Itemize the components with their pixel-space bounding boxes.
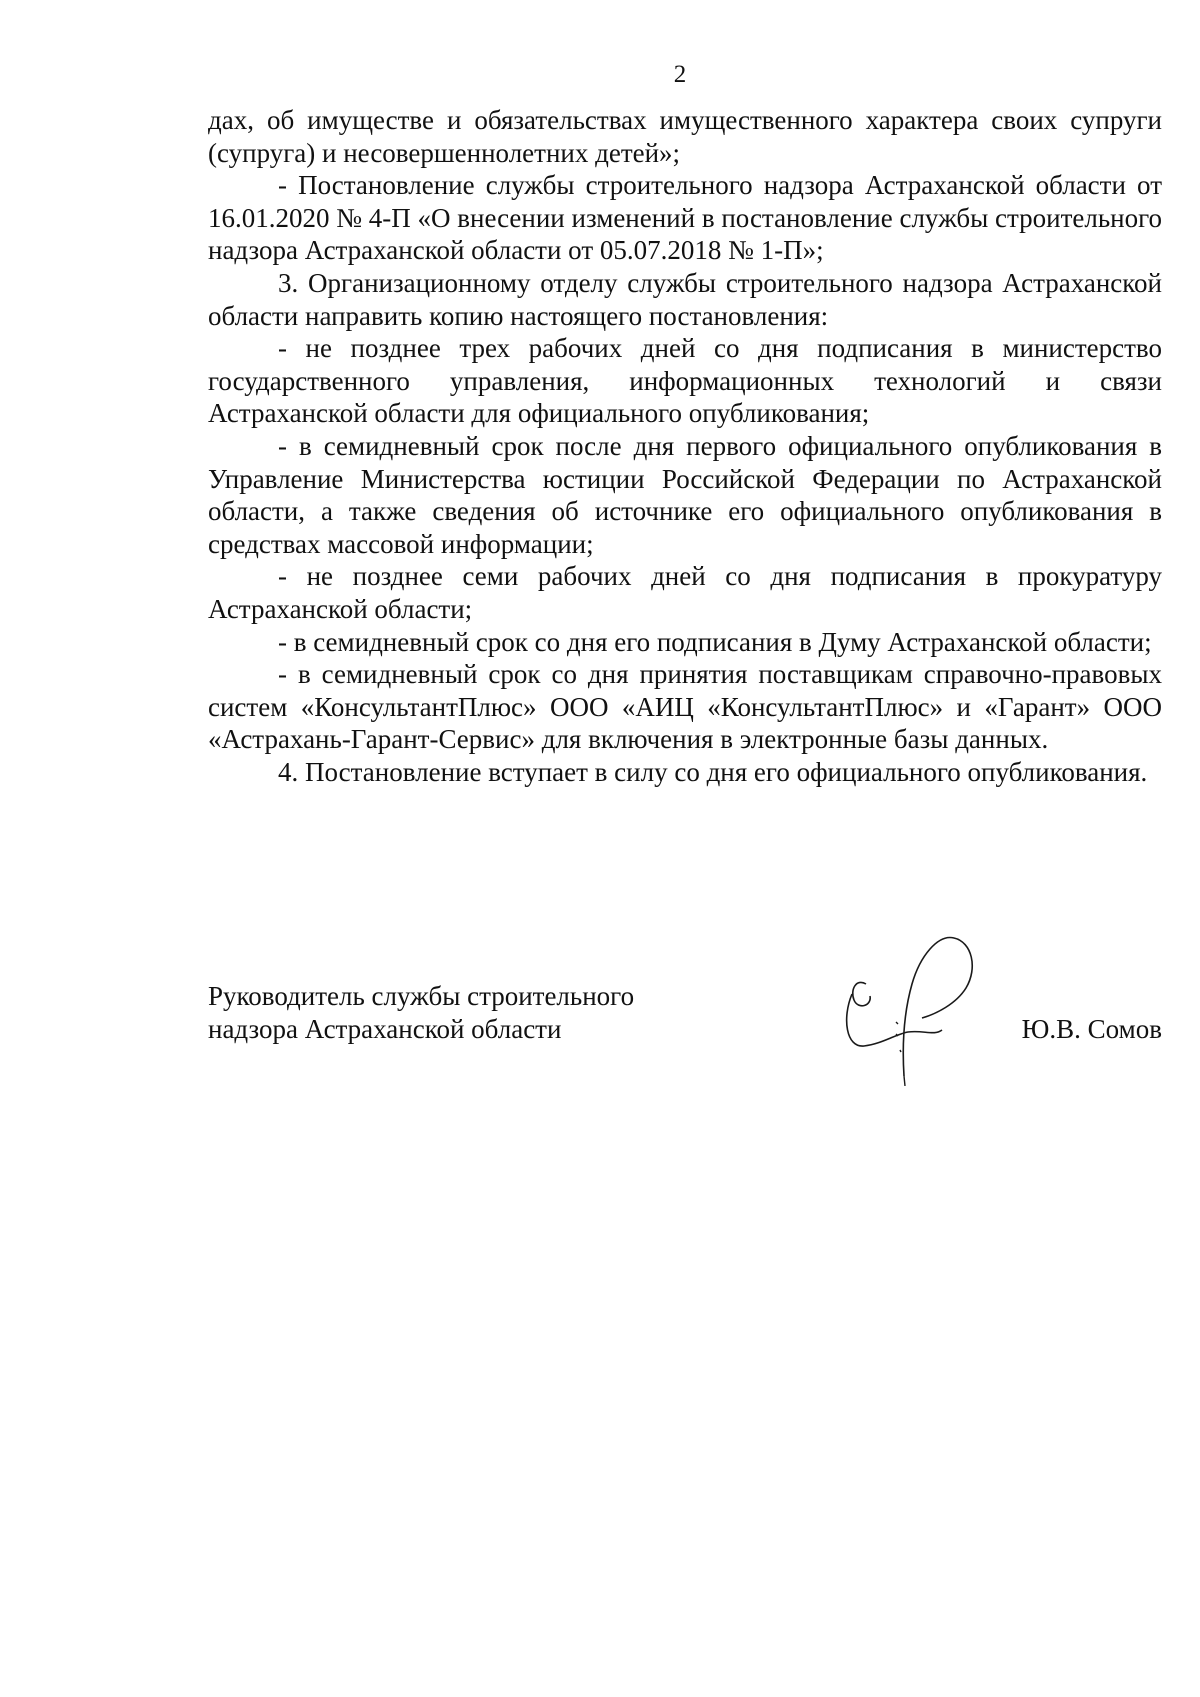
paragraph-bullet-prosecutor: - не позднее семи рабочих дней со дня подписания в прокуратуру Астраханской области;	[208, 561, 1162, 624]
paragraph-item-4: 4. Постановление вступает в силу со дня его официального опубликования.	[278, 756, 1148, 787]
paragraph-bullet-duma: - в семидневный срок со дня его подписания в Думу Астраханской области;	[278, 626, 1152, 657]
signer-title	[208, 980, 634, 1046]
paragraph-bullet-ministry: - не позднее трех рабочих дней со дня подписания в министерство государственного управления, информационных технологий и связи Астраханской области для официального опубликования;	[208, 333, 1162, 429]
handwritten-signature	[838, 926, 1008, 1086]
paragraph-item-3: 3. Организационному отделу службы строительного надзора Астраханской области направить копию настоящего постановления:	[208, 267, 1162, 331]
paragraph-bullet-justice: - в семидневный срок после дня первого официального опубликования в Управление Министерства юстиции Российской Федерации по Астраханской области, а также сведения об источнике его официального опубликования в средствах массовой информации;	[208, 430, 1162, 559]
document-body	[208, 104, 1162, 788]
paragraph-bullet-legal-systems: - в семидневный срок со дня принятия поставщикам справочно-правовых систем «КонсультантПлюс» ООО «АИЦ «КонсультантПлюс» и «Гарант» ООО «Астрахань-Гарант-Сервис» для включения в электронные базы данных.	[208, 659, 1162, 755]
signer-name: Ю.В. Сомов	[1021, 1014, 1162, 1044]
signature-block	[208, 980, 1162, 1100]
paragraph-resolution-item: - Постановление службы строительного надзора Астраханской области от 16.01.2020 № 4-П «О внесении изменений в постановление службы строительного надзора Астраханской области от 05.07.2018 № 1-П»;	[208, 170, 1162, 266]
signer-title-line: надзора Астраханской области	[208, 1014, 562, 1044]
paragraph-continuation: дах, об имуществе и обязательствах имущественного характера своих супруги (супруга) и несовершеннолетних детей»;	[208, 105, 1162, 168]
page-number: 2	[673, 61, 687, 88]
signer-title-line: Руководитель службы строительного	[208, 981, 635, 1011]
